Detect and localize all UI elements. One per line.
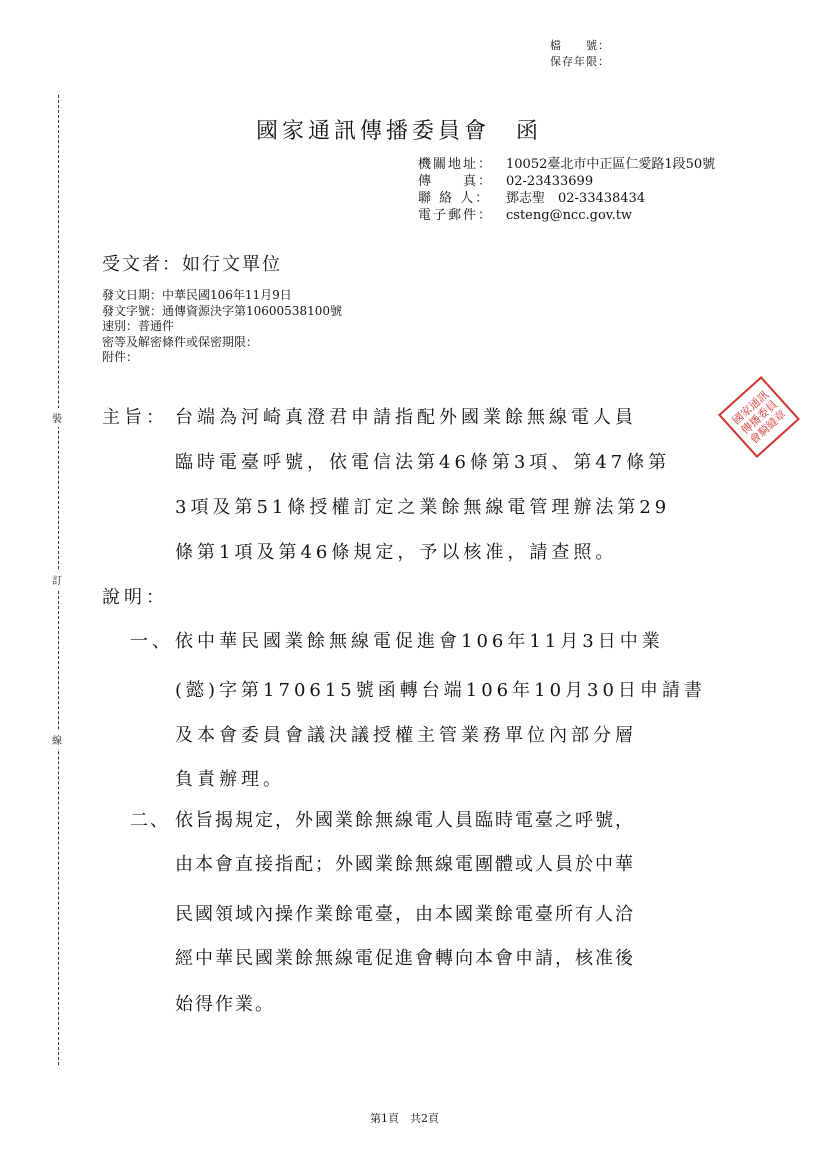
official-seal-stamp: 國家通訊傳播委員會騎縫章: [718, 376, 800, 458]
retention-period-label: 保存年限：: [550, 55, 610, 68]
document-meta: [102, 288, 342, 366]
explanation-item-1-line-1: 依中華民國業餘無線電促進會106年11月3日中業: [175, 631, 664, 652]
contact-person-value: 鄧志聖 02-33438434: [506, 191, 646, 206]
binding-mark-middle: 訂: [52, 570, 62, 589]
contact-person-label: 聯 絡 人：: [418, 191, 491, 206]
attachment: 附件：: [102, 350, 139, 364]
explanation-item-1-line-2: (懿)字第170615號函轉台端106年10月30日申請書: [175, 680, 706, 701]
explanation-item-2-line-3: 民國領域內操作業餘電臺，由本國業餘電臺所有人洽: [175, 904, 635, 925]
explanation-label: 說明：: [102, 587, 168, 608]
email-label: 電子郵件：: [418, 208, 494, 223]
explanation-item-1-line-4: 負責辦理。: [175, 769, 285, 790]
fax-value: 02-23433699: [506, 174, 594, 189]
explanation-item-1-marker: 一、: [130, 631, 174, 652]
address-value: 10052臺北市中正區仁愛路1段50號: [506, 157, 716, 172]
page-number: 第1頁 共2頁: [370, 1112, 439, 1125]
email-row: [418, 207, 715, 224]
fax-label: 傳 真：: [418, 174, 494, 189]
explanation-item-2-line-5: 始得作業。: [175, 994, 275, 1015]
address-row: [418, 156, 715, 173]
file-number-label: 檔 號：: [550, 39, 610, 52]
binding-mark-top: 裝: [52, 408, 62, 427]
contact-person-row: [418, 190, 715, 207]
recipient: 受文者：如行文單位: [102, 254, 282, 275]
explanation-item-2-marker: 二、: [130, 810, 170, 831]
issue-number: 發文字號：通傳資源決字第10600538100號: [102, 303, 342, 318]
contact-block: [418, 156, 715, 224]
subject-line-3: 3項及第51條授權訂定之業餘無線電管理辦法第29: [175, 497, 671, 518]
explanation-item-2-line-4: 經中華民國業餘無線電促進會轉向本會申請，核准後: [175, 948, 635, 969]
security-level: 密等及解密條件或保密期限：: [102, 334, 259, 349]
subject-label: 主旨：: [102, 407, 168, 428]
explanation-item-1-line-3: 及本會委員會議決議授權主管業務單位內部分層: [175, 725, 637, 746]
delivery-speed: 速別：普通件: [102, 319, 175, 333]
binding-mark-bottom: 線: [52, 730, 62, 749]
document-title: 國家通訊傳播委員會 函: [256, 119, 543, 144]
explanation-item-2-line-1: 依旨揭規定，外國業餘無線電人員臨時電臺之呼號，: [175, 810, 635, 831]
email-value: csteng@ncc.gov.tw: [506, 208, 633, 223]
explanation-item-2-line-2: 由本會直接指配；外國業餘無線電團體或人員於中華: [175, 854, 635, 875]
subject-line-2: 臨時電臺呼號，依電信法第46條第3項、第47條第: [175, 452, 671, 473]
subject-line-4: 條第1項及第46條規定，予以核准，請查照。: [175, 542, 618, 563]
issue-date: 發文日期：中華民國106年11月9日: [102, 288, 292, 302]
fax-row: [418, 173, 715, 190]
subject-line-1: 台端為河崎真澄君申請指配外國業餘無線電人員: [175, 407, 637, 428]
address-label: 機關地址：: [418, 157, 494, 172]
